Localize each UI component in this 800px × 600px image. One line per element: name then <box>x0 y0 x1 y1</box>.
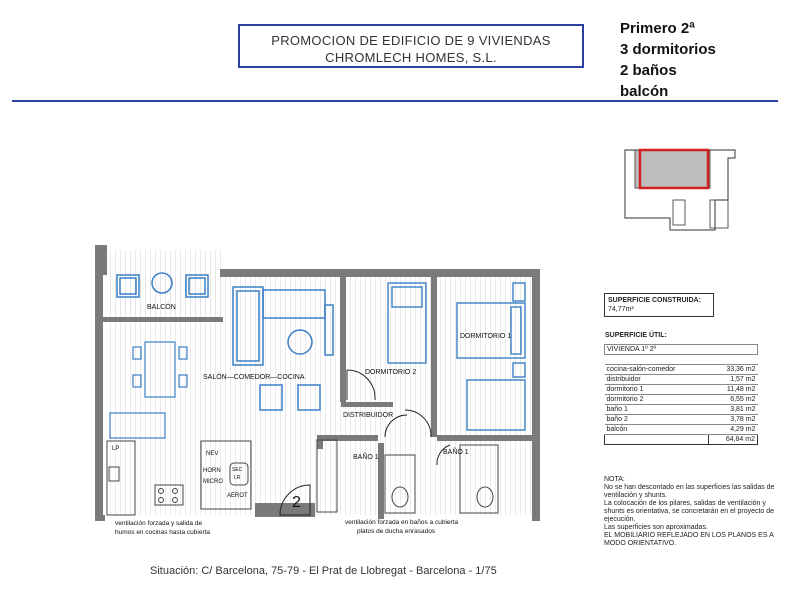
table-header-cell: VIVIENDA 1º 2º <box>605 345 758 355</box>
table-row <box>605 385 758 395</box>
table-header-row <box>605 345 758 355</box>
plan-note-left-1: ventilación forzada y salida de <box>115 520 203 527</box>
table-row <box>605 425 758 435</box>
stair-number: 2 <box>292 494 301 511</box>
room-label-distribuidor: DISTRIBUIDOR <box>343 412 394 419</box>
project-title-box <box>238 24 584 68</box>
plan-note-right-2: platos de ducha enrasados <box>357 528 436 535</box>
room-label-salon: SALÓN—COMEDOR—COCINA <box>203 374 305 381</box>
nota-text-1: No se han descontado en las superficies las salidas de ventilación y shunts. <box>604 484 775 499</box>
room-label-dormitorio1: DORMITORIO 1 <box>460 333 512 340</box>
project-title-line1: PROMOCION DE EDIFICIO DE 9 VIVIENDAS <box>271 33 551 48</box>
key-plan <box>610 140 760 240</box>
unit-name: Primero 2ª <box>620 20 695 37</box>
row-value: 3,81 m2 <box>709 405 758 415</box>
superficie-construida-label: SUPERFICIE CONSTRUIDA: <box>608 297 701 304</box>
row-name: baño 1 <box>605 405 709 415</box>
superficie-util-table <box>604 344 758 445</box>
kitchen-label-nev: NEV <box>206 451 219 457</box>
table-row <box>605 395 758 405</box>
row-name: baño 2 <box>605 415 709 425</box>
row-name: dormitorio 2 <box>605 395 709 405</box>
nota-text-4: EL MOBILIARIO REFLEJADO EN LOS PLANOS ES A MODO ORIENTATIVO. <box>604 532 774 547</box>
table-total-row <box>605 435 758 445</box>
superficie-construida-value: 74,77m² <box>608 306 634 313</box>
kitchen-label-sec: SEC <box>232 467 243 473</box>
row-name: dormitorio 1 <box>605 385 709 395</box>
table-row <box>605 375 758 385</box>
kitchen-label-horn: HORN <box>203 468 221 474</box>
nota-title: NOTA: <box>604 476 625 483</box>
row-value: 1,57 m2 <box>709 375 758 385</box>
floor-plan <box>95 245 555 555</box>
room-label-bano1b: BAÑO 1 <box>443 449 469 456</box>
room-label-bano1a: BAÑO 1 <box>353 454 379 461</box>
kitchen-label-lp: LP <box>112 446 120 452</box>
row-value: 4,29 m2 <box>709 425 758 435</box>
room-label-balcon: BALCÓN <box>147 304 176 311</box>
key-plan-core <box>673 200 685 225</box>
unit-bedrooms: 3 dormitorios <box>620 41 716 58</box>
kitchen-label-aerot: AEROT <box>227 493 248 499</box>
row-value: 6,55 m2 <box>709 395 758 405</box>
row-name: balcón <box>605 425 709 435</box>
plan-note-right-1: ventilación forzada en baños a cubierta <box>345 519 459 526</box>
row-name: cocina-salón-comedor <box>605 365 709 375</box>
key-plan-stair <box>710 200 728 228</box>
row-value: 11,48 m2 <box>709 385 758 395</box>
superficie-construida-box <box>604 293 714 317</box>
row-value: 33,36 m2 <box>709 365 758 375</box>
key-plan-highlight <box>640 150 708 188</box>
kitchen-label-micro: MICRO <box>203 479 223 485</box>
kitchen-label-lr: LR <box>234 475 241 481</box>
situacion-footer: Situación: C/ Barcelona, 75-79 - El Prat de Llobregat - Barcelona - 1/75 <box>150 565 497 577</box>
unit-extra: balcón <box>620 83 669 100</box>
unit-bathrooms: 2 baños <box>620 62 677 79</box>
table-row <box>605 355 758 365</box>
nota-text-2: La colocación de los pilares, salidas de ventilación y shunts es orientativa, se concretarán en el proyecto de ejecución. <box>604 500 775 523</box>
unit-specs <box>620 18 716 102</box>
room-label-dormitorio2: DORMITORIO 2 <box>365 369 417 376</box>
table-row <box>605 405 758 415</box>
row-name: distribuidor <box>605 375 709 385</box>
plan-note-left-2: humos en cocinas hasta cubierta <box>115 529 211 536</box>
total-value: 64,84 m2 <box>709 435 758 445</box>
header-divider <box>12 100 778 102</box>
nota-text-3: Las superficies son aproximadas. <box>604 524 708 531</box>
row-value: 3,78 m2 <box>709 415 758 425</box>
superficie-util-label: SUPERFICIE ÚTIL: <box>605 332 667 339</box>
nota-block <box>604 476 780 548</box>
table-row <box>605 415 758 425</box>
table-row <box>605 365 758 375</box>
project-title-line2: CHROMLECH HOMES, S.L. <box>325 50 497 65</box>
